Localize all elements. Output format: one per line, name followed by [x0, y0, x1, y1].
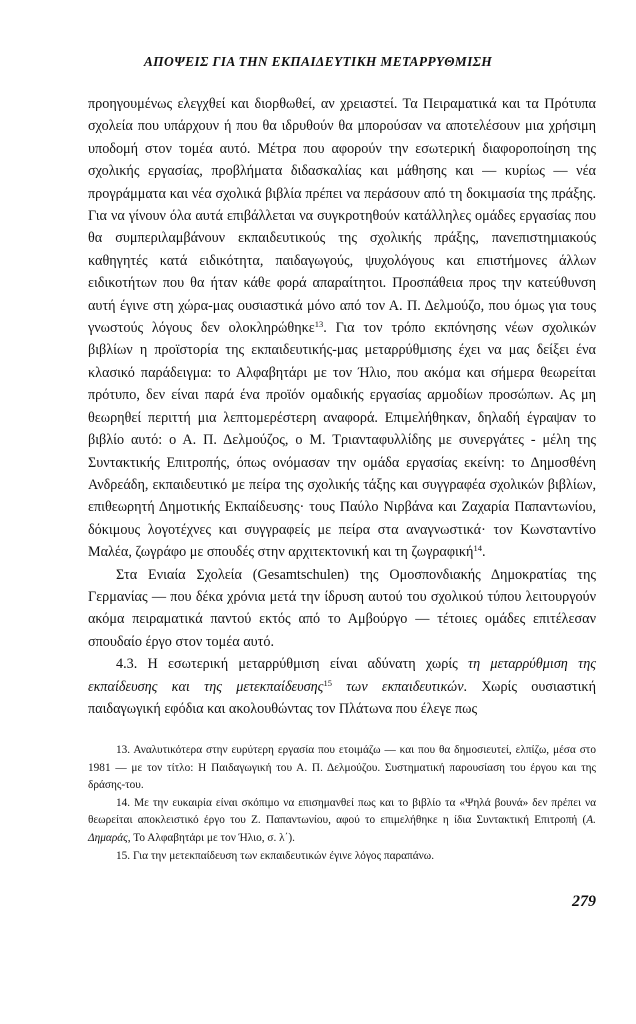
paragraph-2: Στα Ενιαία Σχολεία (Gesamtschulen) της Ομοσπονδιακής Δημοκρατίας της Γερμανίας — που δέκα χρόνια μετά την ίδρυση αυτού του σχολικού τύπου λειτουργούν ακόμα πειραματικά παντού εκτός από το Αμβούργο — τέτοιες ομάδες επιτέλεσαν σπουδαίο έργο στον τομέα αυτό.	[88, 566, 596, 650]
paragraph-1-text-a: προηγουμένως ελεγχθεί και διορθωθεί, αν χρειαστεί. Τα Πειραματικά και τα Πρότυπα σχολεία που υπάρχουν ή που θα ιδρυθούν θα μπορούσαν να αποτελέσουν μια χρήσιμη υποδομή στον τομέα αυτό. Μέτρα που αφορούν την εσωτερική διαφοροποίηση της σχολικής εργασίας, προβλήματα διδασκαλίας και μάθησης και — κυρίως — νέα προγράμματα και νέα σχολικά βιβλία πρέπει να περάσουν από τη δοκιμασία της πράξης. Για να γίνουν όλα αυτά επιβάλλεται να συγκροτηθούν κατάλληλες ομάδες εργασίας που θα συμπεριλαμβάνουν εκπαιδευτικούς της σχολικής πράξης, πανεπιστημιακούς καθηγητές κατά ειδικότητα, παιδαγωγούς, ψυχολόγους και επιστήμονες άλλων ειδικοτήτων που θα ήταν κάθε φορά απαραίτητοι. Προσπάθεια προς την κατεύθυνση αυτή έγινε στη χώρα-μας ουσιαστικά μόνο από τον Α. Π. Δελμούζο, που όμως για τους γνωστούς λόγους δεν ολοκληρώθηκε	[88, 96, 596, 337]
paragraph-1	[88, 93, 596, 564]
footnote-14-author: Α. Δημαράς	[88, 814, 596, 844]
paragraph-3	[88, 653, 596, 720]
footnote-13: 13. Αναλυτικότερα στην ευρύτερη εργασία που ετοιμάζω — και που θα δημοσιευτεί, ελπίζω, μέσα στο 1981 — με τον τίτλο: Η Παιδαγωγική του Α. Π. Δελμούζου. Συστηματική παρουσίαση του έργου και της δράσης-του.	[88, 744, 596, 792]
paragraph-1-text-c: .	[481, 544, 486, 561]
paragraph-3-text-a: 4.3. Η εσωτερική μεταρρύθμιση είναι αδύνατη χωρίς	[116, 656, 469, 673]
running-head: ΑΠΟΨΕΙΣ ΓΙΑ ΤΗΝ ΕΚΠΑΙΔΕΥΤΙΚΗ ΜΕΤΑΡΡΥΘΜΙΣΗ	[143, 54, 493, 69]
footnotes	[88, 742, 596, 865]
paragraph-3-text-d: . Χωρίς ουσιαστική παιδαγωγική εφόδια και ακολουθώντας τον Πλάτωνα που έλεγε πως	[88, 678, 596, 717]
main-text	[88, 93, 596, 720]
footnote-ref-13: 13	[314, 319, 324, 330]
footnote-ref-15: 15	[323, 677, 332, 688]
footnote-ref-14: 14	[473, 543, 482, 554]
paragraph-3-emphasis: τη μεταρρύθμιση της εκπαίδευσης και της μετεκπαίδευσης	[88, 656, 596, 695]
footnote-15: 15. Για την μετεκπαίδευση των εκπαιδευτικών έγινε λόγος παραπάνω.	[116, 849, 435, 862]
footnote-14	[88, 795, 596, 848]
footnote-14-text-a: 14. Με την ευκαιρία είναι σκόπιμο να επισημανθεί πως και το βιβλίο τα «Ψηλά βουνά» δεν πρέπει να θεωρείται αποκλειστικό έργο του Ζ. Παπαντωνίου, αφού το επιμελήθηκε η ίδια Συντακτική Επιτροπή (	[88, 796, 596, 827]
paragraph-3-emphasis-2: των εκπαιδευτικών	[331, 678, 464, 695]
paragraph-1-text-b: . Για τον τρόπο εκπόνησης νέων σχολικών βιβλίων η προϊστορία της εκπαιδευτικής-μας μεταρρύθμισης έχει να μας δείξει ένα κλασικό παράδειγμα: το Αλφαβητάρι με τον Ήλιο, που ακόμα και σήμερα θεωρείται πρότυπο, δεν είναι παρά ένα προϊόν ομαδικής εργασίας αρμοδίων προσώπων. Ας μη θεωρηθεί περιττή μια λεπτομερέστερη αναφορά. Επιμελήθηκαν, δηλαδή έγραψαν το βιβλίο αυτό: ο Α. Π. Δελμούζος, ο Μ. Τριανταφυλλίδης με συνεργάτες - μέλη της Συντακτικής Επιτροπής, όπως ονόμασαν την ομάδα εργασίας εκείνη: το Δημοσθένη Ανδρεάδη, εκπαιδευτικό με πείρα της σχολικής τάξης και συγγραφέα σχολικών βιβλίων, επιθεωρητή Δημοτικής Εκπαίδευσης· τους Παύλο Νιρβάνα και Ζαχαρία Παπαντωνίου, δόκιμους λογοτέχνες και συγγραφείς με πείρα στα αναγνωστικά· τον Κωνσταντίνο Μαλέα, ζωγράφο με σπουδές στην αρχιτεκτονική και τη ζωγραφική	[88, 320, 596, 561]
footnote-14-text-c: , Το Αλφαβητάρι με τον Ήλιο, σ. λ΄).	[127, 831, 295, 844]
page-number: 279	[572, 893, 596, 910]
